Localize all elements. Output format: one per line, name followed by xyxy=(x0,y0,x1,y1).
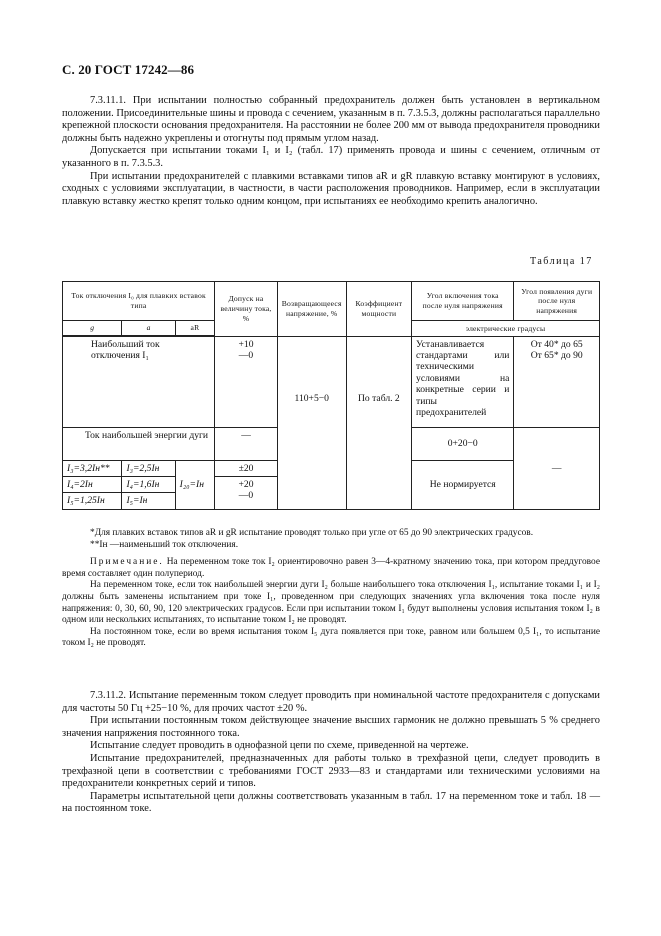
table-cell: I₃=3,2Iн** xyxy=(63,460,122,476)
table-cell: I₄=1,6Iн xyxy=(122,477,175,493)
paragraph: Испытание следует проводить в однофазной цепи по схеме, приведенной на чертеже. xyxy=(90,740,469,752)
table-cell: 0+20−0 xyxy=(412,427,514,460)
paragraph: При испытании постоянным током действующее значение высших гармоник не должно превышать 5 % среднего значения напряжения постоянного тока. xyxy=(62,715,600,739)
remark: На переменном токе, если ток наибольшей энергии дуги I₂ больше наибольшего тока отключения I₁, испытание токами I₁ и I₂ должны быть заменены испытанием при токе I₁, проведенном при следующих значениях угла включения тока после нуля напряжения: 0, 30, 60, 90, 120 электрических градусов. Если при испытании током I₁ будут выполнены условия испытания током I₂ в одном или нескольких испытаниях, то испытание током I₂ не проводят. xyxy=(62,580,600,626)
table-cell xyxy=(215,336,278,427)
angle-value: От 65* до 90 xyxy=(530,350,583,361)
table-cell: — xyxy=(215,427,278,460)
remark: На постоянном токе, если во время испытания током I₅ дуга появляется при токе, равном или большем 0,5 I₁, то испытание током I₂ не проводят. xyxy=(62,626,600,649)
table-cell: Ток наибольшей энергии дуги xyxy=(63,427,215,460)
paragraph: Допускается при испытании токами I₁ и I₂ (табл. 17) применять провода и шины с сечением, отличным от указанного в п. 7.3.5.3. xyxy=(62,145,600,169)
footnote: **Iн —наименьший ток отключения. xyxy=(90,539,239,550)
table-cell xyxy=(215,477,278,510)
table-cell: 110+5−0 xyxy=(277,336,346,460)
table-cell: Не нормируется xyxy=(412,460,514,509)
header-cell: Возвращающееся напряжение, % xyxy=(277,282,346,337)
notes-section xyxy=(62,528,600,650)
tolerance-value: —0 xyxy=(238,350,254,361)
remark-text: На переменном токе ток I₂ ориентировочно равен 3—4-кратному значению тока, при котором преддуговое время составляет один полупериод. xyxy=(62,557,601,579)
table-17 xyxy=(62,281,600,510)
angle-value: От 40* до 65 xyxy=(530,338,583,350)
table-row xyxy=(63,336,600,427)
page-title: С. 20 ГОСТ 17242—86 xyxy=(62,62,195,77)
table-cell: I₂₀=Iн xyxy=(175,460,215,509)
header-cell: электрические градусы xyxy=(412,321,600,337)
header-cell: g xyxy=(63,321,122,336)
table-cell: I₃=2,5Iн xyxy=(122,460,175,476)
tolerance-value: +10 xyxy=(238,338,254,350)
header-cell: Ток отключения I₀ для плавких вставок типа xyxy=(63,282,215,321)
table-cell: По табл. 2 xyxy=(346,336,411,460)
table-cell: Наибольший ток отключения I₁ xyxy=(63,336,215,427)
paragraph: Испытание предохранителей, предназначенных для работы только в трехфазной цепи, следует проводить в трехфазной цепи в соответствии с требованиями ГОСТ 2933—83 и стандартами или техническими условиями на предохранители конкретных серий и типов. xyxy=(62,752,600,790)
header-cell: Допуск на величину тока, % xyxy=(215,282,278,337)
remark xyxy=(62,557,600,580)
paragraph: При испытании предохранителей с плавкими вставками типов aR и gR плавкую вставку монтируют в условиях, сходных с условиями эксплуатации, в частности, в части расположения проводников. Например, если в эксплуатации плавкую вставку жестко крепят только одним концом, при испытаниях ее необходимо крепить аналогично. xyxy=(62,170,600,207)
header-cell: Угол включения тока после нуля напряжения xyxy=(412,282,514,321)
paragraph: 7.3.11.2. Испытание переменным током следует проводить при номинальной частоте предохранителя с допусками для частоты 50 Гц +25−10 %, для прочих частот ±20 %. xyxy=(62,690,600,714)
table-cell: — xyxy=(514,427,600,509)
table-header-row xyxy=(63,282,600,321)
tolerance-value: +20 xyxy=(238,479,254,490)
table-cell: I₅=1,25Iн xyxy=(63,493,122,509)
table-cell xyxy=(514,336,600,427)
tolerance-value: —0 xyxy=(238,490,254,502)
footnote: *Для плавких вставок типов aR и gR испытание проводят только при угле от 65 до 90 электрических градусов. xyxy=(90,528,534,538)
table-cell: I₅=Iн xyxy=(122,493,175,509)
section-7-3-11-2 xyxy=(62,690,600,816)
header-cell: Коэффициент мощности xyxy=(346,282,411,337)
remark-label: Примечание. xyxy=(90,557,164,568)
table-cell: ±20 xyxy=(215,460,278,476)
header-cell: aR xyxy=(175,321,215,336)
table-cell: I₄=2Iн xyxy=(63,477,122,493)
table-cell: Устанавливается стандартами или техническими условиями на конкретные серии и типы предохранителей xyxy=(412,336,514,427)
paragraph: 7.3.11.1. При испытании полностью собранный предохранитель должен быть установлен в вертикальном положении. Присоединительные шины и провода с сечением, указанным в п. 7.3.5.3, должны располагаться параллельно крепежной плоскости основания предохранителя. На расстоянии не более 200 мм от вывода предохранителя проводники должны быть надежно укреплены и отогнуты под прямым углом назад. xyxy=(62,95,600,144)
header-cell: a xyxy=(122,321,175,336)
header-cell: Угол появления дуги после нуля напряжения xyxy=(514,282,600,321)
paragraph: Параметры испытательной цепи должны соответствовать указанным в табл. 17 на переменном токе и табл. 18 — на постоянном токе. xyxy=(62,790,600,815)
intro-section xyxy=(62,95,600,208)
table-caption: Таблица 17 xyxy=(530,256,593,267)
